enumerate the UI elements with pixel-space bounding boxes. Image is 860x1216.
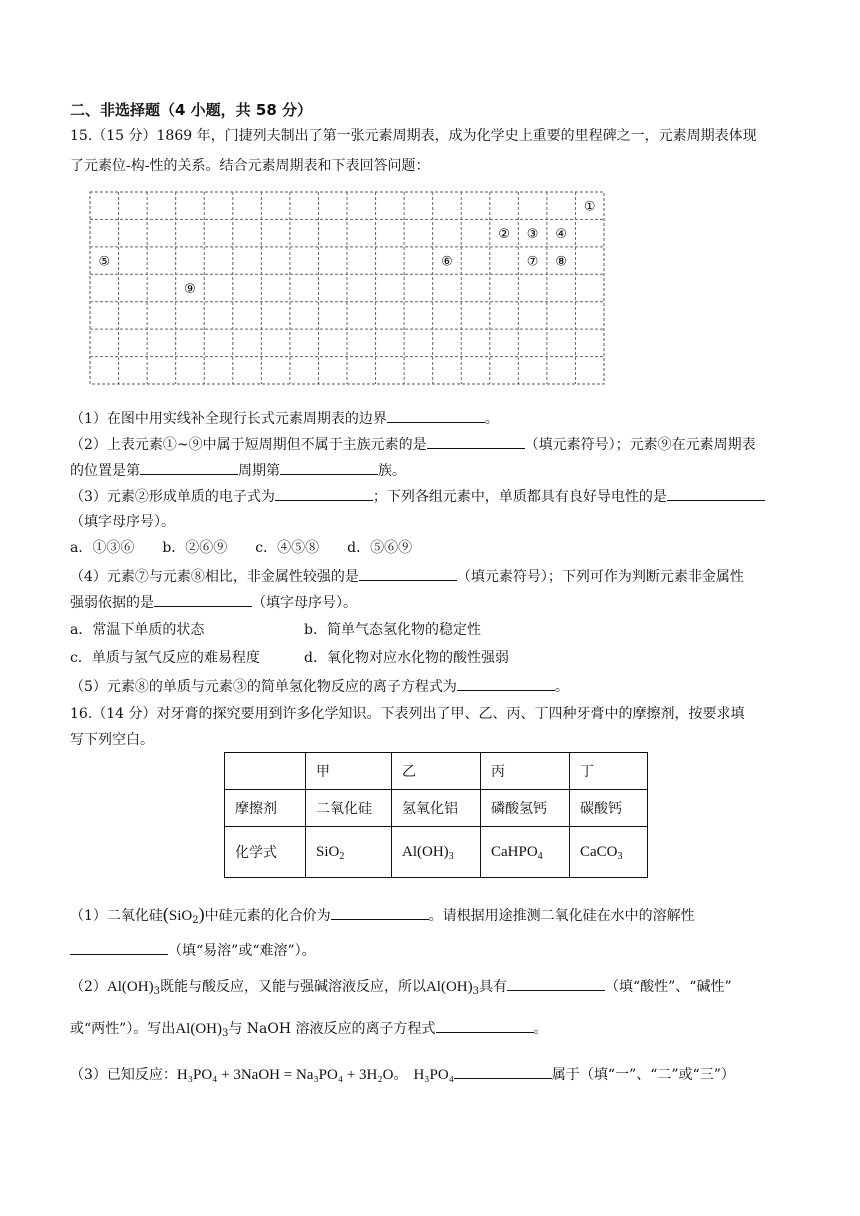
formula: H₃PO₄ [413,1067,454,1083]
element-marker: ⑦ [526,254,539,270]
table-cell: 化学式 [225,827,306,878]
formula: Al(OH) [425,979,473,995]
q15-part4-line1 [70,566,744,587]
answer-blank[interactable] [507,976,605,991]
q15-part2-text-c: 的位置是第 [70,463,140,479]
table-cell: 乙 [392,753,481,790]
answer-blank[interactable] [140,460,238,475]
paren-open: ( [162,904,169,924]
formula-subscript: 3 [221,1028,229,1039]
q15-part3-text-b: ；下列各组元素中，单质都具有良好导电性的是 [372,489,667,505]
q15-intro-line1: 15.（15 分）1869 年，门捷列夫制出了第一张元素周期表，成为化学史上重要的里程碑之一，元素周期表体现 [70,128,757,144]
q15-part2-text-e: 族。 [378,463,406,479]
element-marker: ⑤ [98,254,111,270]
element-marker: ⑥ [441,254,453,270]
table-cell: 二氧化硅 [306,790,392,827]
q15-part3-options: a．①③⑥ b．②⑥⑨ c．④⑤⑧ d．⑤⑥⑨ [70,540,413,556]
q16-part2-text-f: 与 NaOH 溶液反应的离子方程式 [228,1021,436,1037]
table-cell: 丁 [570,753,648,790]
answer-blank[interactable] [359,566,457,581]
table-header-row [225,753,648,790]
table-cell [306,827,392,878]
q15-part1-end: 。 [484,411,499,427]
q16-part3-text-a: （3）已知反应： [70,1067,177,1083]
q15-part5 [70,676,569,697]
table-cell: 丙 [481,753,570,790]
formula: SiO [168,908,193,924]
answer-blank[interactable] [275,486,373,501]
table-cell: 甲 [306,753,392,790]
q16-part3-text-c: 属于（填“一”、“二”或“三”） [551,1067,735,1083]
q15-part1-text: （1）在图中用实线补全现行长式元素周期表的边界 [70,411,387,427]
q16-part2-text-g: 。 [533,1021,548,1037]
q16-intro-line1: 16.（14 分）对牙膏的探究要用到许多化学知识。下表列出了甲、乙、丙、丁四种牙膏中的摩擦剂，按要求填 [70,706,745,722]
q16-part2-text-e: 或“两性”）。写出 [70,1021,176,1037]
paren-close: ) [198,904,205,924]
table-cell: 磷酸氢钙 [481,790,570,827]
answer-blank[interactable] [457,676,555,691]
q15-part4-text-a: （4）元素⑦与元素⑧相比，非金属性较强的是 [70,569,359,585]
formula: CaCO [580,843,618,860]
table-row [225,790,648,827]
formula: CaHPO [491,843,538,860]
answer-blank[interactable] [427,434,525,449]
table-cell [570,827,648,878]
toothpaste-table [224,752,648,878]
formula-subscript: 2 [339,850,345,862]
element-marker: ⑧ [555,254,567,270]
q15-intro-line2: 了元素位-构-性的关系。结合元素周期表和下表回答问题： [70,158,430,174]
q15-part2-text-a: （2）上表元素①~⑨中属于短周期但不属于主族元素的是 [70,437,427,453]
q15-part5-end: 。 [554,679,569,695]
equation: H₃PO₄ + 3NaOH = Na₃PO₄ + 3H₂O [176,1067,394,1083]
table-cell [392,827,481,878]
element-marker: ① [583,199,596,215]
element-marker: ③ [526,227,539,243]
q15-part2-text-b: （填元素符号）；元素⑨在元素周期表 [524,437,756,453]
q16-part3-text-b: 。 [393,1067,408,1083]
q16-part1-text-b: 中硅元素的化合价为 [204,908,331,924]
formula-subscript: 3 [472,986,479,997]
q15-part4-text-b: （填元素符号）；下列可作为判断元素非金属性 [456,569,744,585]
formula-subscript: 2 [192,915,199,926]
answer-blank[interactable] [667,486,765,501]
table-cell: 氢氧化铝 [392,790,481,827]
periodic-table-grid [88,188,608,388]
formula: Al(OH) [402,843,449,860]
q15-part4-text-c: 强弱依据的是 [70,595,154,611]
q16-part2-text-d: （填“酸性”、“碱性” [604,979,732,995]
table-row [225,827,648,878]
q15-part5-text: （5）元素⑧的单质与元素③的简单氢化物反应的离子方程式为 [70,679,457,695]
q15-part3-line1 [70,486,765,507]
formula-subscript: 3 [617,850,623,862]
section-title: 二、非选择题（4 小题，共 58 分） [70,101,312,119]
table-cell: 碳酸钙 [570,790,648,827]
q16-part2-line1 [70,976,732,997]
q15-part2-text-d: 周期第 [238,463,280,479]
q16-part1-text-c: 。请根据用途推测二氧化硅在水中的溶解性 [428,908,695,924]
formula: Al(OH) [106,979,154,995]
answer-blank[interactable] [331,905,429,920]
table-cell [481,827,570,878]
q16-part1-line1 [70,904,695,926]
q15-part3-line2: （填字母序号）。 [70,514,175,530]
q16-part2-text-a: （2） [70,979,107,995]
element-marker: ⑨ [184,282,196,297]
q15-part4-text-d: （填字母序号）。 [252,595,357,611]
element-marker: ④ [555,227,567,243]
q15-part4-option-d: d．氧化物对应水化物的酸性强弱 [304,650,509,666]
q16-part1-line2 [70,940,316,961]
q16-part2-text-b: 既能与酸反应，又能与强碱溶液反应，所以 [159,979,426,995]
q15-part1 [70,408,499,429]
element-marker: ② [498,227,510,243]
q15-part4-option-c: c．单质与氢气反应的难易程度 [70,650,260,666]
q15-part2-line1 [70,434,756,455]
q15-part3-text-a: （3）元素②形成单质的电子式为 [70,489,275,505]
q16-part2-text-c: 具有 [478,979,507,995]
q15-part4-line2 [70,592,357,613]
answer-blank[interactable] [280,460,378,475]
q15-part2-line2 [70,460,406,481]
table-cell [225,753,306,790]
formula-subscript: 3 [448,850,454,862]
answer-blank[interactable] [154,592,252,607]
q16-intro-line2: 写下列空白。 [70,732,154,748]
q16-part3-line1 [70,1064,735,1085]
answer-blank[interactable] [70,940,168,955]
formula: Al(OH) [175,1021,222,1037]
table-cell: 摩擦剂 [225,790,306,827]
q16-part2-line2 [70,1018,548,1039]
q15-part4-option-a: a．常温下单质的状态 [70,622,205,638]
formula-subscript: 3 [153,986,160,997]
q16-part1-text-a: （1）二氧化硅 [70,908,163,924]
answer-blank[interactable] [454,1064,552,1079]
formula: SiO [316,843,340,860]
answer-blank[interactable] [436,1018,534,1033]
answer-blank[interactable] [387,408,485,423]
formula-subscript: 4 [537,850,543,862]
q15-part4-option-b: b．简单气态氢化物的稳定性 [304,622,481,638]
q16-part1-text-d: （填“易溶”或“难溶”）。 [168,943,316,959]
